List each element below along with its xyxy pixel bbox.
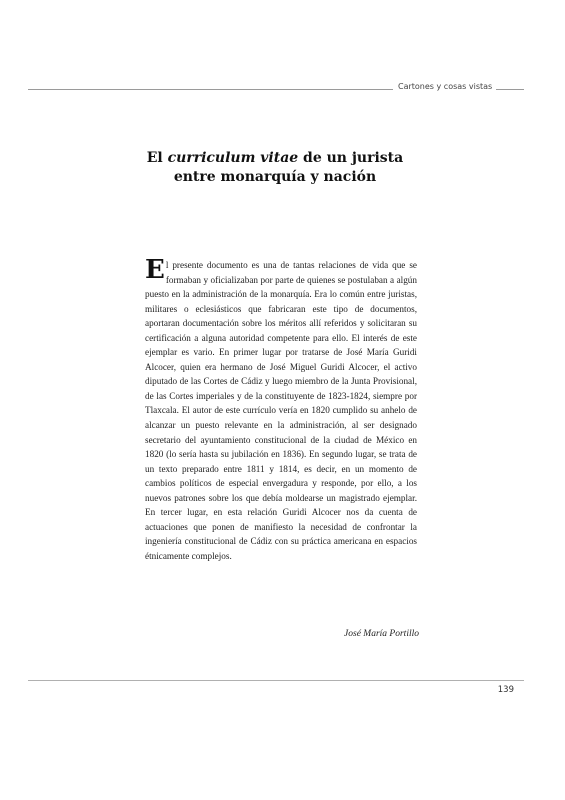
page-number: 139 <box>497 685 514 695</box>
title-text-end: de un jurista <box>298 150 404 166</box>
header-rule-end <box>496 89 524 90</box>
author-signature: José María Portillo <box>344 629 419 639</box>
running-header: Cartones y cosas vistas <box>398 82 493 91</box>
title-second-line: entre monarquía y nación <box>173 169 377 185</box>
article-body <box>145 255 417 563</box>
footer-rule <box>28 680 524 681</box>
title-text-start: El <box>146 150 168 166</box>
title-italic-text: curriculum vitae <box>167 150 299 166</box>
header-rule <box>28 89 393 90</box>
body-paragraph: l presente documento es una de tantas relaciones de vida que se formaban y oficializaban por parte de quienes se postulaban a algún puesto en la administración de la monarquía. Era lo común entre juristas, militares o eclesiásticos que fabricaran este tipo de documentos, aportaran documentación sobre los méritos allí referidos y solicitaran su certificación a alguna autoridad competente para ello. El interés de este ejemplar es vario. En primer lugar por tratarse de José María Guridi Alcocer, quien era hermano de José Miguel Guridi Alcocer, el activo diputado de las Cortes de Cádiz y luego miembro de la Junta Provisional, de las Cortes imperiales y de la constituyente de 1823-1824, siempre por Tlaxcala. El autor de este currículo vería en 1820 cumplido su anhelo de alcanzar un puesto relevante en la administración, al ser designado secretario del ayuntamiento constitucional de la ciudad de México en 1820 (lo sería hasta su jubilación en 1836). En segundo lugar, se trata de un texto preparado entre 1811 y 1814, es decir, en un momento de cambios políticos de especial envergadura y responde, por ello, a los nuevos patrones sobre los que debía moldearse un magistrado ejemplar. En tercer lugar, en esta relación Guridi Alcocer nos da cuenta de actuaciones que ponen de manifiesto la necesidad de confrontar la ingeniería constitucional de Cádiz con su práctica americana en espacios étnicamente complejos. <box>145 260 417 561</box>
article-title <box>60 149 490 187</box>
drop-cap: E <box>145 255 165 285</box>
